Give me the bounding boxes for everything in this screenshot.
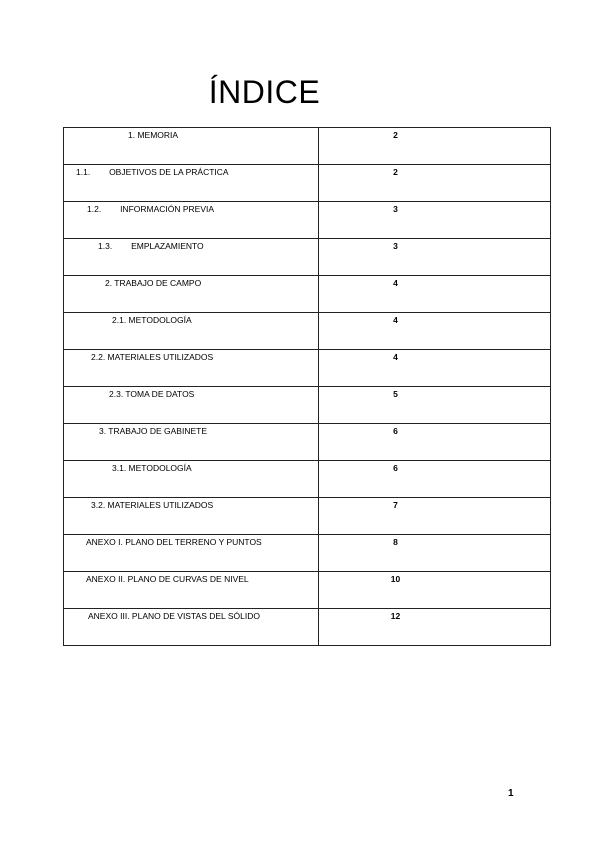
table-row bbox=[64, 387, 551, 424]
page-number: 1 bbox=[508, 788, 514, 799]
toc-page-cell bbox=[319, 572, 551, 609]
toc-page-cell bbox=[319, 276, 551, 313]
toc-section-label: 3.1. METODOLOGÍA bbox=[112, 463, 192, 473]
toc-page-number: 3 bbox=[393, 204, 398, 214]
toc-section-cell bbox=[64, 424, 319, 461]
toc-page-number: 12 bbox=[390, 611, 401, 621]
toc-page-number: 5 bbox=[393, 389, 398, 399]
table-row bbox=[64, 461, 551, 498]
toc-section-cell bbox=[64, 387, 319, 424]
toc-section-cell bbox=[64, 313, 319, 350]
toc-page-cell bbox=[319, 424, 551, 461]
toc-section-label: ANEXO II. PLANO DE CURVAS DE NIVEL bbox=[86, 574, 249, 584]
toc-page-number: 4 bbox=[393, 352, 398, 362]
toc-page-number: 2 bbox=[393, 130, 398, 140]
table-row bbox=[64, 313, 551, 350]
toc-section-cell bbox=[64, 165, 319, 202]
toc-section-label: 2. TRABAJO DE CAMPO bbox=[105, 278, 202, 288]
toc-section-cell bbox=[64, 572, 319, 609]
toc-section-cell bbox=[64, 128, 319, 165]
table-row bbox=[64, 165, 551, 202]
toc-page-number: 4 bbox=[393, 315, 398, 325]
toc-section-label: 3.2. MATERIALES UTILIZADOS bbox=[91, 500, 214, 510]
table-row bbox=[64, 128, 551, 165]
toc-section-label: 2.1. METODOLOGÍA bbox=[112, 315, 192, 325]
toc-section-cell bbox=[64, 535, 319, 572]
toc-section-cell bbox=[64, 276, 319, 313]
toc-page-cell bbox=[319, 165, 551, 202]
toc-section-cell bbox=[64, 609, 319, 646]
table-row bbox=[64, 424, 551, 461]
table-row bbox=[64, 609, 551, 646]
toc-page-cell bbox=[319, 128, 551, 165]
toc-section-label: 2.3. TOMA DE DATOS bbox=[109, 389, 195, 399]
toc-page-cell bbox=[319, 609, 551, 646]
toc-section-cell bbox=[64, 461, 319, 498]
toc-page-cell bbox=[319, 350, 551, 387]
toc-section-label: 1. MEMORIA bbox=[128, 130, 179, 140]
toc-page-cell bbox=[319, 239, 551, 276]
toc-page-number: 7 bbox=[393, 500, 398, 510]
toc-page-cell bbox=[319, 461, 551, 498]
table-row bbox=[64, 498, 551, 535]
table-row bbox=[64, 572, 551, 609]
toc-page-cell bbox=[319, 535, 551, 572]
toc-section-label: 1.1. OBJETIVOS DE LA PRÁCTICA bbox=[76, 167, 229, 177]
table-of-contents bbox=[63, 127, 551, 646]
table-row bbox=[64, 276, 551, 313]
toc-section-cell bbox=[64, 498, 319, 535]
table-row bbox=[64, 535, 551, 572]
toc-page-number: 3 bbox=[393, 241, 398, 251]
toc-page-cell bbox=[319, 313, 551, 350]
toc-section-label: ANEXO III. PLANO DE VISTAS DEL SÓLIDO bbox=[88, 611, 260, 621]
toc-section-label: 1.3. EMPLAZAMIENTO bbox=[98, 241, 204, 251]
toc-page-cell bbox=[319, 202, 551, 239]
table-row bbox=[64, 350, 551, 387]
toc-section-label: 2.2. MATERIALES UTILIZADOS bbox=[91, 352, 214, 362]
toc-section-cell bbox=[64, 350, 319, 387]
toc-section-label: ANEXO I. PLANO DEL TERRENO Y PUNTOS bbox=[86, 537, 262, 547]
toc-section-label: 3. TRABAJO DE GABINETE bbox=[99, 426, 208, 436]
toc-page-number: 2 bbox=[393, 167, 398, 177]
page-title: ÍNDICE bbox=[208, 74, 321, 110]
toc-page-number: 6 bbox=[393, 463, 398, 473]
table-row bbox=[64, 202, 551, 239]
toc-page-number: 4 bbox=[393, 278, 398, 288]
toc-page-cell bbox=[319, 387, 551, 424]
toc-page-cell bbox=[319, 498, 551, 535]
toc-section-cell bbox=[64, 239, 319, 276]
toc-page-number: 6 bbox=[393, 426, 398, 436]
toc-section-cell bbox=[64, 202, 319, 239]
table-row bbox=[64, 239, 551, 276]
toc-section-label: 1.2. INFORMACIÓN PREVIA bbox=[87, 204, 215, 214]
toc-page-number: 8 bbox=[393, 537, 398, 547]
toc-page-number: 10 bbox=[390, 574, 401, 584]
